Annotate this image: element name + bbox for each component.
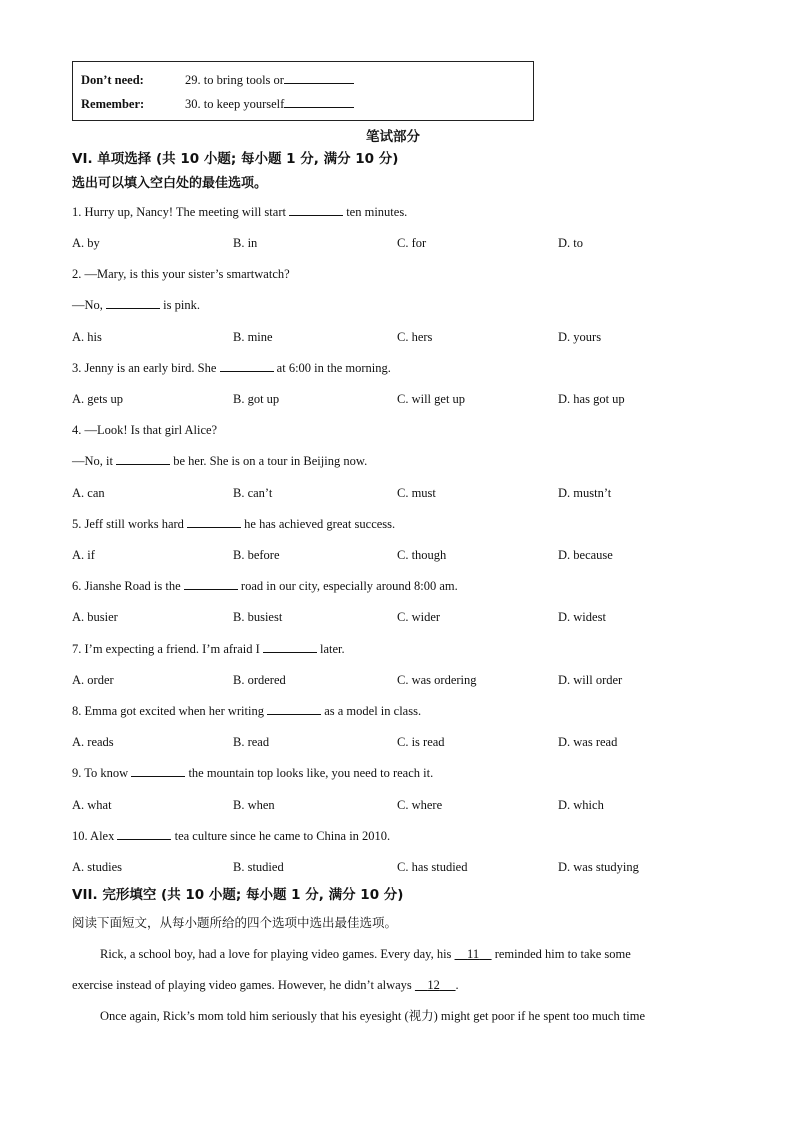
answer-blank [131, 764, 185, 777]
question-2-line: —No, is pink. [72, 298, 200, 312]
question-2: 2. —Mary, is this your sister’s smartwatch? [72, 267, 290, 281]
answer-blank [106, 296, 160, 309]
row-text: 29. to bring tools or [185, 73, 284, 87]
answer-blank [263, 640, 317, 653]
question-1: 1. Hurry up, Nancy! The meeting will start ten minutes. [72, 205, 408, 219]
option-d[interactable]: D. has got up [558, 392, 625, 406]
option-c[interactable]: C. must [397, 486, 436, 500]
option-c[interactable]: C. wider [397, 610, 441, 624]
option-a[interactable]: A. if [72, 548, 95, 562]
option-b[interactable]: B. mine [233, 330, 273, 344]
written-part-title: 笔试部分 [366, 129, 420, 145]
question-5: 5. Jeff still works hard he has achieved great success. [72, 517, 396, 531]
option-a[interactable]: A. gets up [72, 392, 124, 406]
row-text: 30. to keep yourself [185, 97, 285, 111]
answer-blank [284, 95, 354, 108]
answer-blank [289, 203, 343, 216]
passage-line: Once again, Rick’s mom told him seriously that his eyesight (视力) might get poor if he spent too much time [100, 1009, 646, 1023]
option-b[interactable]: B. busiest [233, 610, 283, 624]
answer-blank [284, 71, 354, 84]
row-label: Remember: [81, 97, 145, 111]
answer-blank [187, 515, 241, 528]
question-6: 6. Jianshe Road is the road in our city, especially around 8:00 am. [72, 579, 458, 593]
option-d[interactable]: D. was studying [558, 860, 639, 874]
answer-blank [184, 577, 238, 590]
question-7: 7. I’m expecting a friend. I’m afraid I later. [72, 642, 345, 656]
section-heading: VII. 完形填空 (共 10 小题; 每小题 1 分, 满分 10 分) [72, 887, 404, 903]
option-d[interactable]: D. will order [558, 673, 623, 687]
blank-11: 11 [467, 947, 480, 961]
option-c[interactable]: C. will get up [397, 392, 466, 406]
option-c[interactable]: C. has studied [397, 860, 468, 874]
option-d[interactable]: D. which [558, 798, 604, 812]
option-d[interactable]: D. to [558, 236, 583, 250]
answer-blank [116, 452, 170, 465]
option-d[interactable]: D. widest [558, 610, 606, 624]
question-4: 4. —Look! Is that girl Alice? [72, 423, 218, 437]
option-a[interactable]: A. studies [72, 860, 122, 874]
option-a[interactable]: A. busier [72, 610, 118, 624]
option-a[interactable]: A. reads [72, 735, 114, 749]
question-3: 3. Jenny is an early bird. She at 6:00 in the morning. [72, 361, 391, 375]
answer-blank [117, 827, 171, 840]
section-instruction: 选出可以填入空白处的最佳选项。 [72, 176, 268, 191]
notes-table [72, 61, 534, 121]
option-a[interactable]: A. can [72, 486, 105, 500]
row-label: Don’t need: [81, 73, 144, 87]
option-b[interactable]: B. can’t [233, 486, 273, 500]
option-a[interactable]: A. order [72, 673, 114, 687]
option-c[interactable]: C. for [397, 236, 427, 250]
option-b[interactable]: B. when [233, 798, 275, 812]
question-10: 10. Alex tea culture since he came to China in 2010. [72, 829, 391, 843]
option-c[interactable]: C. hers [397, 330, 433, 344]
option-b[interactable]: B. read [233, 735, 270, 749]
option-c[interactable]: C. was ordering [397, 673, 477, 687]
option-c[interactable]: C. though [397, 548, 447, 562]
option-b[interactable]: B. studied [233, 860, 284, 874]
option-c[interactable]: C. where [397, 798, 443, 812]
option-d[interactable]: D. was read [558, 735, 618, 749]
option-d[interactable]: D. because [558, 548, 613, 562]
option-a[interactable]: A. his [72, 330, 102, 344]
question-4-line: —No, it be her. She is on a tour in Beijing now. [72, 454, 368, 468]
answer-blank [267, 702, 321, 715]
answer-blank [220, 359, 274, 372]
passage-line: exercise instead of playing video games. However, he didn’t always 12 . [72, 978, 459, 992]
question-9: 9. To know the mountain top looks like, you need to reach it. [72, 766, 434, 780]
passage-line: Rick, a school boy, had a love for playing video games. Every day, his 11 reminded him to take some [100, 947, 631, 961]
option-c[interactable]: C. is read [397, 735, 445, 749]
option-d[interactable]: D. yours [558, 330, 602, 344]
option-d[interactable]: D. mustn’t [558, 486, 612, 500]
option-b[interactable]: B. ordered [233, 673, 286, 687]
option-a[interactable]: A. what [72, 798, 112, 812]
blank-12: 12 [427, 978, 440, 992]
option-b[interactable]: B. before [233, 548, 280, 562]
section-instruction: 阅读下面短文，从每小题所给的四个选项中选出最佳选项。 [72, 915, 398, 930]
option-b[interactable]: B. in [233, 236, 258, 250]
option-b[interactable]: B. got up [233, 392, 280, 406]
section-heading: VI. 单项选择 (共 10 小题; 每小题 1 分, 满分 10 分) [72, 151, 399, 167]
option-a[interactable]: A. by [72, 236, 100, 250]
question-8: 8. Emma got excited when her writing as a model in class. [72, 704, 422, 718]
